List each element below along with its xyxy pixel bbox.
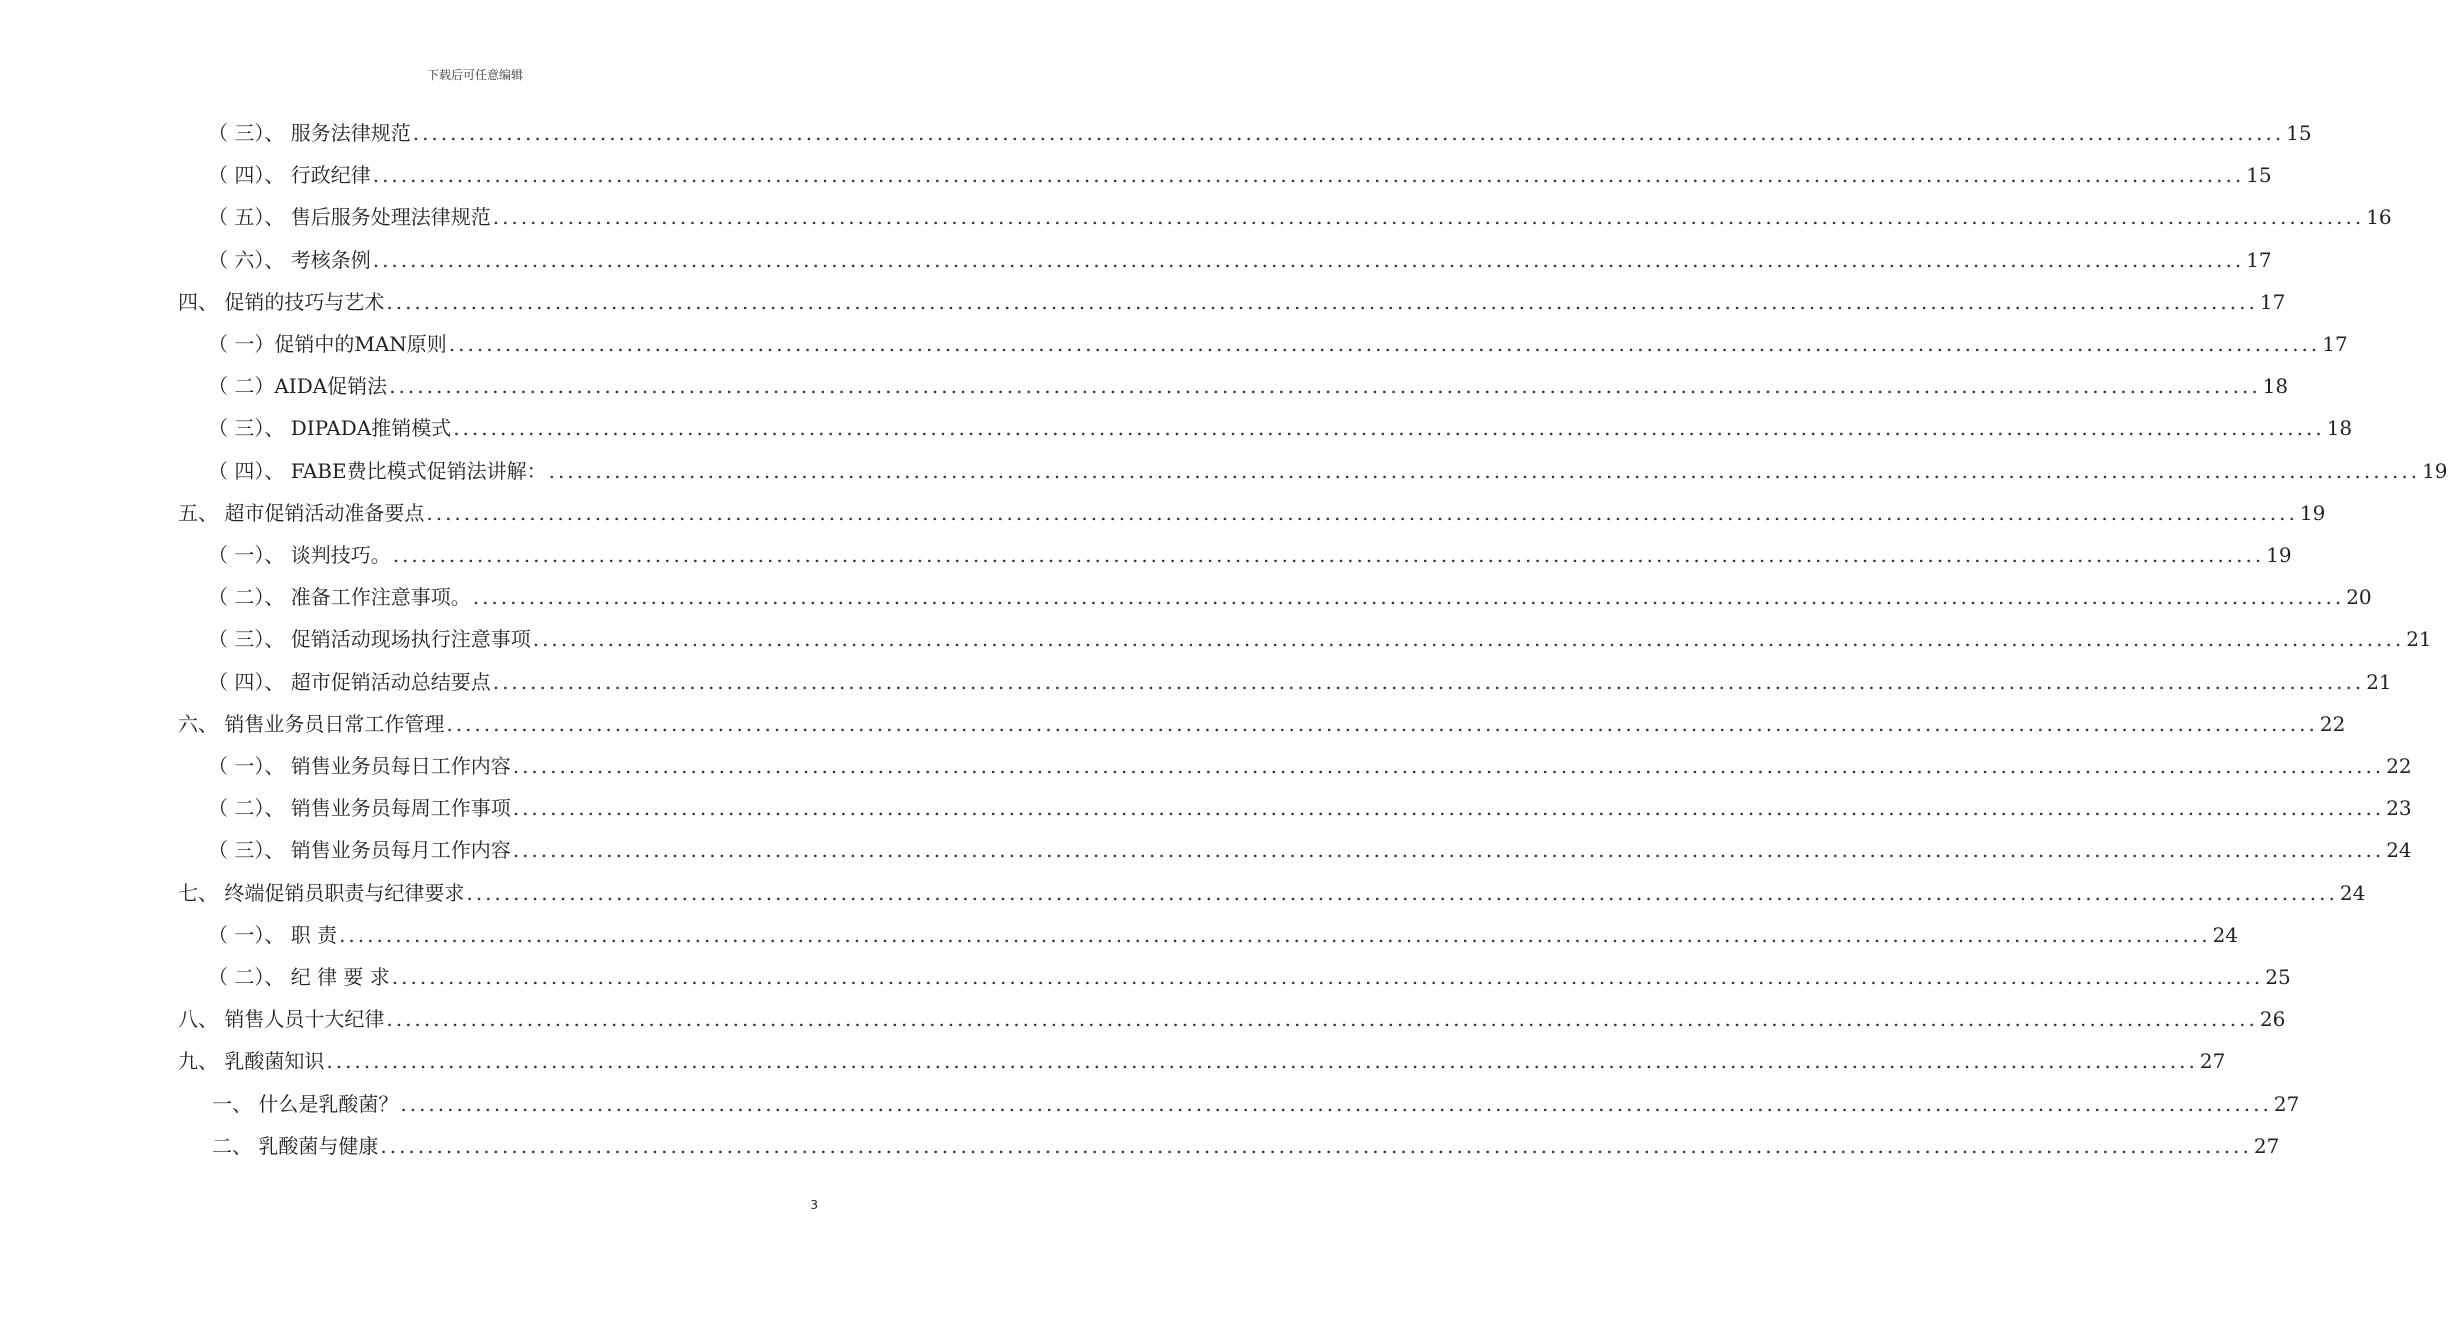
toc-entry[interactable] (0, 534, 2292, 576)
dot-leader: ........................................................................................................................................................................................................ (548, 458, 2421, 483)
toc-entry-page: 21 (2406, 627, 2432, 652)
toc-entry-page: 20 (2346, 585, 2372, 610)
toc-entry-title: 六、 销售业务员日常工作管理 (178, 711, 445, 736)
toc-entry-title: （ 三）、 促销活动现场执行注意事项 (208, 627, 531, 652)
toc-entry-page: 25 (2265, 965, 2291, 989)
toc-entry[interactable] (0, 1125, 2280, 1167)
toc-entry-title: 二、 乳酸菌与健康 (212, 1133, 379, 1158)
toc-entry-page: 21 (2366, 669, 2392, 694)
toc-entry[interactable] (0, 576, 2372, 618)
toc-entry-page: 23 (2386, 796, 2412, 821)
toc-entry-page: 18 (2262, 374, 2289, 399)
toc-entry[interactable] (0, 914, 2239, 956)
dot-leader: ........................................................................................................................................................................................................ (492, 669, 2365, 694)
toc-entry-page: 19 (2266, 543, 2292, 567)
toc-entry-page: 16 (2366, 205, 2392, 230)
toc-entry[interactable] (0, 323, 2348, 365)
toc-entry[interactable] (0, 239, 2272, 281)
toc-entry[interactable] (0, 787, 2412, 829)
dot-leader: ........................................................................................................................................................................................................ (512, 838, 2385, 863)
dot-leader: ........................................................................................................................................................................................................ (372, 163, 2245, 188)
dot-leader: ........................................................................................................................................................................................................ (446, 711, 2318, 736)
toc-entry-page: 27 (2273, 1091, 2300, 1116)
toc-entry-title: 五、 超市促销活动准备要点 (178, 500, 425, 525)
toc-entry-title: （ 四）、 超市促销活动总结要点 (208, 669, 491, 694)
toc-entry-page: 15 (2286, 121, 2312, 145)
toc-entry-page: 19 (2422, 458, 2448, 483)
toc-entry-page: 15 (2246, 163, 2272, 188)
dot-leader: ........................................................................................................................................................................................................ (448, 332, 2321, 356)
toc-entry[interactable] (0, 154, 2272, 196)
toc-entry-title: （ 二）、 纪 律 要 求 (208, 965, 390, 989)
dot-leader: ........................................................................................................................................................................................................ (339, 922, 2211, 947)
toc-entry-title: 四、 促销的技巧与艺术 (178, 289, 385, 314)
dot-leader: ........................................................................................................................................................................................................ (386, 1007, 2258, 1032)
dot-leader: ........................................................................................................................................................................................................ (532, 627, 2405, 652)
toc-entry-title: 七、 终端促销员职责与纪律要求 (178, 880, 465, 905)
dot-leader: ........................................................................................................................................................................................................ (512, 754, 2385, 778)
toc-entry[interactable] (0, 745, 2412, 787)
toc-entry-title: （ 一）、 谈判技巧。 (208, 543, 391, 567)
toc-entry-title: （ 四）、 FABE费比模式促销法讲解： (208, 458, 547, 483)
page-header: 下载后可任意编辑 (426, 68, 523, 82)
dot-leader: ........................................................................................................................................................................................................ (426, 500, 2298, 525)
toc-entry[interactable] (0, 618, 2432, 660)
toc-entry[interactable] (0, 661, 2392, 703)
toc-entry-title: （ 三）、 销售业务员每月工作内容 (208, 838, 511, 863)
dot-leader: ........................................................................................................................................................................................................ (372, 247, 2245, 272)
toc-entry[interactable] (0, 1040, 2226, 1082)
toc-entry-title: 九、 乳酸菌知识 (178, 1049, 325, 1074)
toc-entry-page: 17 (2246, 247, 2272, 272)
toc-entry-page: 17 (2322, 332, 2348, 356)
toc-entry-page: 26 (2259, 1007, 2286, 1032)
toc-entry-page: 22 (2386, 754, 2412, 778)
toc-entry[interactable] (0, 492, 2326, 534)
toc-entry[interactable] (0, 872, 2366, 914)
toc-entry-title: （ 一）促销中的MAN原则 (208, 332, 447, 356)
dot-leader: ........................................................................................................................................................................................................ (386, 289, 2258, 314)
toc-entry-page: 19 (2299, 500, 2326, 525)
toc-entry[interactable] (0, 956, 2291, 998)
toc-entry[interactable] (0, 450, 2448, 492)
dot-leader: ........................................................................................................................................................................................................ (492, 205, 2365, 230)
dot-leader: ........................................................................................................................................................................................................ (391, 965, 2264, 989)
dot-leader: ........................................................................................................................................................................................................ (400, 1091, 2272, 1116)
toc-entry-title: （ 六）、 考核条例 (208, 247, 371, 272)
dot-leader: ........................................................................................................................................................................................................ (466, 880, 2338, 905)
toc-entry-page: 22 (2319, 711, 2346, 736)
dot-leader: ........................................................................................................................................................................................................ (412, 121, 2285, 145)
dot-leader: ........................................................................................................................................................................................................ (392, 543, 2265, 567)
toc-entry-page: 18 (2326, 416, 2353, 441)
toc-entry-title: （ 一）、 销售业务员每日工作内容 (208, 754, 511, 778)
toc-entry-page: 24 (2212, 922, 2239, 947)
toc-entry[interactable] (0, 1083, 2300, 1125)
toc-entry-page: 27 (2199, 1049, 2226, 1074)
toc-entry-title: （ 二）AIDA促销法 (208, 374, 388, 399)
toc-entry-title: （ 三）、 DIPADA推销模式 (208, 416, 452, 441)
toc-entry[interactable] (0, 196, 2392, 238)
toc-entry-title: （ 一）、 职 责 (208, 922, 338, 947)
toc-entry[interactable] (0, 365, 2289, 407)
dot-leader: ........................................................................................................................................................................................................ (380, 1133, 2252, 1158)
toc-entry-title: 八、 销售人员十大纪律 (178, 1007, 385, 1032)
page-number: 3 (810, 1198, 818, 1212)
dot-leader: ........................................................................................................................................................................................................ (453, 416, 2325, 441)
toc-entry-page: 24 (2339, 880, 2366, 905)
toc-entry[interactable] (0, 998, 2286, 1040)
toc-entry-page: 24 (2386, 838, 2412, 863)
toc-entry[interactable] (0, 407, 2353, 449)
toc-entry[interactable] (0, 703, 2346, 745)
toc-entry[interactable] (0, 112, 2312, 154)
toc-entry-title: （ 二）、 准备工作注意事项。 (208, 585, 471, 610)
toc-entry[interactable] (0, 829, 2412, 871)
toc-entry-page: 17 (2259, 289, 2286, 314)
toc-entry[interactable] (0, 281, 2286, 323)
dot-leader: ........................................................................................................................................................................................................ (389, 374, 2261, 399)
toc-entry-title: （ 二）、 销售业务员每周工作事项 (208, 796, 511, 821)
toc-entry-title: （ 三）、 服务法律规范 (208, 121, 411, 145)
dot-leader: ........................................................................................................................................................................................................ (512, 796, 2385, 821)
dot-leader: ........................................................................................................................................................................................................ (472, 585, 2345, 610)
toc-entry-title: 一、 什么是乳酸菌？ (212, 1091, 399, 1116)
toc-entry-title: （ 五）、 售后服务处理法律规范 (208, 205, 491, 230)
toc-entry-page: 27 (2253, 1133, 2280, 1158)
toc-entry-title: （ 四）、 行政纪律 (208, 163, 371, 188)
dot-leader: ........................................................................................................................................................................................................ (326, 1049, 2198, 1074)
